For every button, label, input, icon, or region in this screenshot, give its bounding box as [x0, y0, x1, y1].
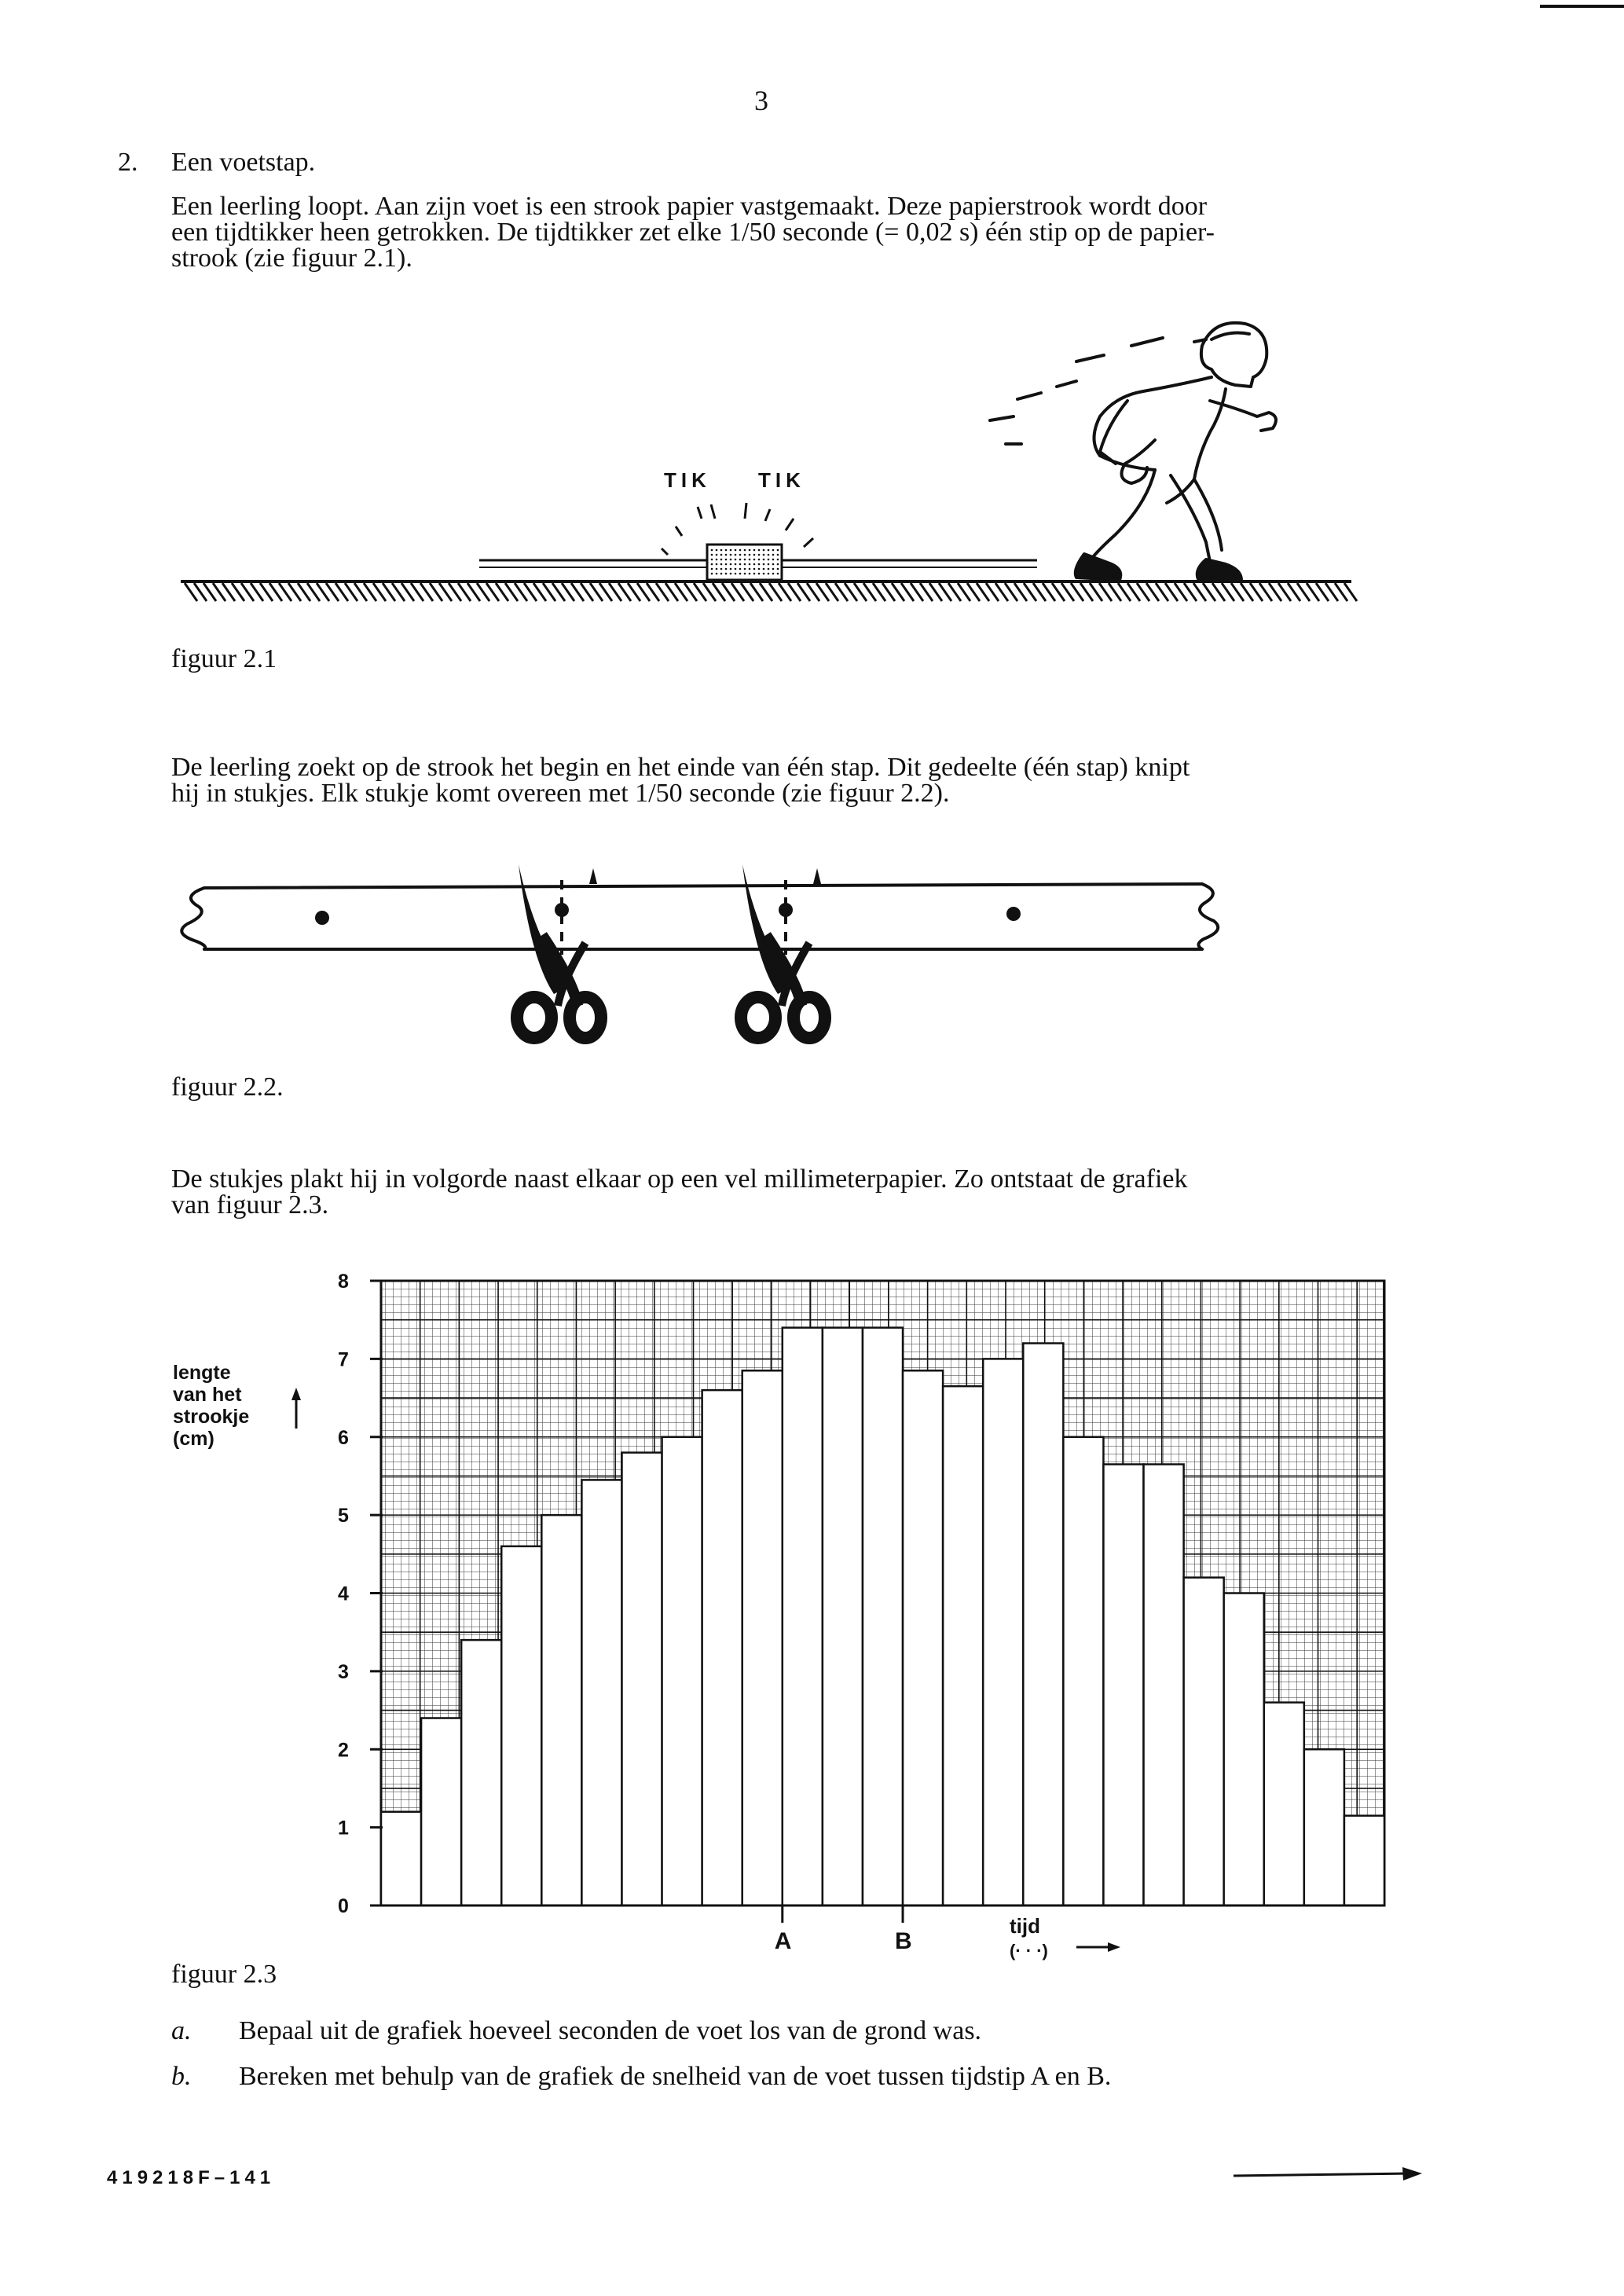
- bar: [863, 1328, 903, 1905]
- figure-2-3-caption: figuur 2.3: [171, 1960, 277, 1989]
- y-axis-arrow-icon: [291, 1388, 301, 1429]
- y-tick-label: 1: [338, 1817, 349, 1839]
- intro-line: strook (zie figuur 2.1).: [171, 244, 412, 273]
- y-axis-label-line: strookje: [173, 1406, 250, 1428]
- bar: [662, 1437, 702, 1905]
- bar: [541, 1515, 581, 1905]
- figure-2-1-caption: figuur 2.1: [171, 644, 277, 673]
- y-tick-label: 8: [338, 1271, 349, 1293]
- bar: [501, 1546, 541, 1905]
- figure-2-3-chart: [157, 1257, 1414, 1960]
- bar: [742, 1370, 783, 1905]
- bar: [983, 1359, 1023, 1905]
- scissors-icon: [741, 864, 825, 1038]
- bar: [1264, 1703, 1304, 1905]
- paragraph-3: [171, 1166, 1187, 1218]
- y-tick-label: 0: [338, 1895, 349, 1917]
- tick-dot: [1006, 907, 1021, 921]
- strip-torn-edge-left: [181, 888, 205, 949]
- time-marker-label: B: [895, 1928, 912, 1954]
- question-title: Een voetstap.: [171, 148, 316, 177]
- paragraph-3-line: van figuur 2.3.: [171, 1190, 329, 1220]
- bar: [1063, 1437, 1103, 1905]
- time-marker-label: A: [774, 1928, 792, 1954]
- tick-dot: [315, 911, 329, 925]
- bar: [903, 1370, 943, 1905]
- bar: [1144, 1465, 1184, 1905]
- top-edge-rule: [1540, 0, 1624, 11]
- bar: [1304, 1749, 1344, 1905]
- bar: [381, 1812, 421, 1905]
- intro-line: een tijdtikker heen getrokken. De tijdtikker zet elke 1/50 seconde (= 0,02 s) één stip op de papier-: [171, 218, 1215, 247]
- paragraph-2-line: De leerling zoekt op de strook het begin en het einde van één stap. Dit gedeelte (één stap) knipt: [171, 753, 1190, 782]
- footer-code: 419218F–141: [107, 2167, 276, 2188]
- subquestion-a: [171, 2018, 981, 2044]
- y-tick-label: 7: [338, 1348, 349, 1371]
- intro-paragraph: [171, 193, 1444, 271]
- page-number: 3: [754, 85, 768, 116]
- bar: [1023, 1344, 1063, 1906]
- scissors-icon: [517, 864, 601, 1038]
- bar: [581, 1480, 621, 1905]
- x-axis-label: tijd: [1010, 1914, 1040, 1938]
- bar: [621, 1453, 662, 1905]
- figure-2-2-illustration: [165, 849, 1265, 1061]
- y-tick-label: 4: [338, 1583, 349, 1605]
- question-number: 2.: [118, 148, 138, 177]
- subquestion-label: b.: [171, 2062, 192, 2091]
- tik-label-left: TIK: [664, 468, 711, 492]
- paragraph-3-line: De stukjes plakt hij in volgorde naast elkaar op een vel millimeterpapier. Zo ontstaat de grafiek: [171, 1165, 1188, 1194]
- subquestion-b: [171, 2063, 1111, 2089]
- figure-2-1-illustration: [173, 299, 1367, 629]
- bar: [421, 1718, 461, 1906]
- paragraph-2-line: hij in stukjes. Elk stukje komt overeen met 1/50 seconde (zie figuur 2.2).: [171, 779, 950, 808]
- subquestion-text: Bereken met behulp van de grafiek de snelheid van de voet tussen tijdstip A en B.: [239, 2062, 1112, 2091]
- bar: [783, 1328, 823, 1905]
- next-page-arrow-icon: [1226, 2162, 1430, 2186]
- subquestion-label: a.: [171, 2016, 192, 2045]
- subquestion-text: Bepaal uit de grafiek hoeveel seconden de voet los van de grond was.: [239, 2016, 982, 2045]
- y-axis-label-line: van het: [173, 1384, 242, 1406]
- bar: [1224, 1594, 1264, 1906]
- x-axis-arrow-icon: [1076, 1942, 1120, 1952]
- bar: [823, 1328, 863, 1905]
- bar: [702, 1390, 742, 1905]
- tik-label-right: TIK: [758, 468, 805, 492]
- bar: [461, 1640, 501, 1905]
- bar: [1103, 1465, 1143, 1905]
- y-tick-label: 3: [338, 1660, 349, 1683]
- running-student-drawing: [990, 323, 1276, 580]
- bar: [1344, 1816, 1384, 1905]
- intro-line: Een leerling loopt. Aan zijn voet is een strook papier vastgemaakt. Deze papierstrook wordt door: [171, 192, 1208, 221]
- bar: [1184, 1578, 1224, 1905]
- y-tick-label: 5: [338, 1505, 349, 1528]
- strip-torn-edge-right: [1198, 884, 1218, 949]
- paragraph-2: [171, 754, 1190, 806]
- y-axis-label-line: (cm): [173, 1428, 214, 1450]
- x-axis-unit: (· · ·): [1010, 1941, 1048, 1960]
- y-axis-label-line: lengte: [173, 1362, 231, 1384]
- y-tick-label: 6: [338, 1426, 349, 1449]
- bar: [943, 1386, 983, 1905]
- figure-2-2-caption: figuur 2.2.: [171, 1073, 284, 1102]
- y-tick-label: 2: [338, 1739, 349, 1762]
